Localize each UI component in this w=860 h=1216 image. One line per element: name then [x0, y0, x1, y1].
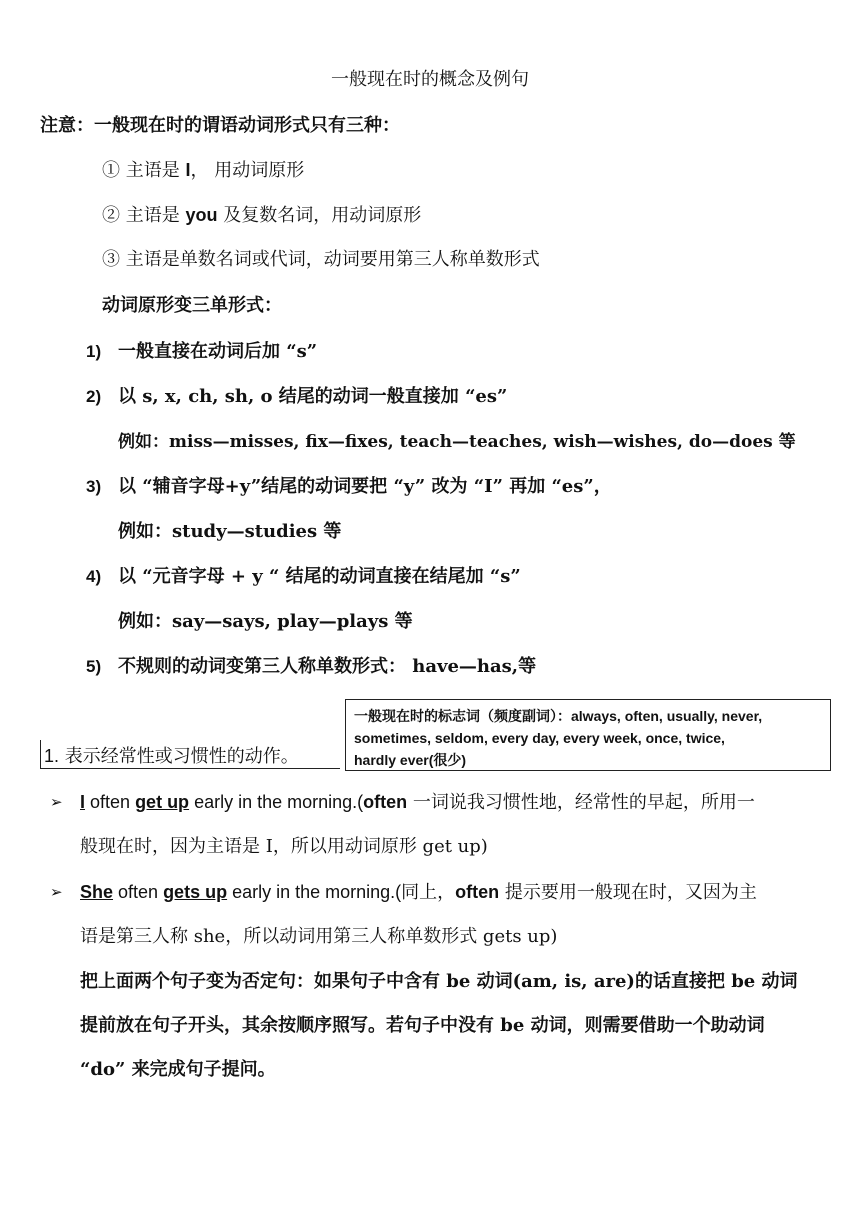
rule-post: ， 用动词原形 — [190, 160, 305, 181]
step-example: 例如：miss—misses, fix—fixes, teach—teaches, wish—wishes, do—does 等 — [118, 432, 796, 452]
note-heading: 注意：一般现在时的谓语动词形式只有三种： — [40, 115, 400, 136]
step-number: 5) — [86, 657, 102, 676]
rule-marker: ② — [102, 205, 120, 226]
subheading: 动词原形变三单形式： — [102, 295, 282, 316]
rule-marker: ③ — [102, 249, 120, 270]
step-number: 1) — [86, 342, 102, 361]
step-number: 3) — [86, 477, 102, 496]
example-sentence — [80, 790, 755, 815]
bullet-arrow-icon: ➢ — [50, 793, 63, 811]
rule-key: you — [185, 205, 218, 225]
rule-pre: 主语是 — [125, 160, 186, 181]
rule-pre: 主语是 — [125, 205, 186, 226]
rule-1 — [102, 158, 304, 183]
rule-marker: ① — [102, 160, 120, 181]
rule-post: 及复数名词，用动词原形 — [217, 205, 422, 226]
step-number: 4) — [86, 567, 102, 586]
example-explanation-cont: 语是第三人称 she，所以动词用第三人称单数形式 gets up) — [80, 926, 558, 947]
example-explanation-cont: 般现在时，因为主语是 I，所以用动词原形 get up) — [80, 836, 488, 857]
example-explanation: 提示要用一般现在时，又因为主 — [499, 882, 757, 903]
example-subject: She — [80, 882, 114, 902]
step-number: 2) — [86, 387, 102, 406]
section-number: 1. — [44, 746, 60, 766]
example-word: often — [85, 792, 136, 812]
step-text: 以 “辅音字母+y”结尾的动词要把 “y” 改为 “I” 再加 “es”， — [118, 476, 612, 497]
example-verb: get up — [135, 792, 190, 812]
example-sentence — [80, 880, 757, 905]
example-verb: gets up — [163, 882, 228, 902]
example-often: often — [455, 882, 500, 902]
rule-key: I — [185, 160, 191, 180]
signal-words-line: 一般现在时的标志词（频度副词）：always, often, usually, never, — [354, 708, 763, 724]
section-text: 表示经常性或习惯性的动作。 — [64, 746, 299, 767]
example-word: often — [113, 882, 164, 902]
example-rest: early in the morning.(同上， — [227, 882, 456, 902]
step-example: 例如：say—says, play—plays 等 — [118, 611, 413, 632]
example-rest: early in the morning.( — [189, 792, 364, 812]
step-text: 以 s, x, ch, sh, o 结尾的动词一般直接加 “es” — [118, 386, 508, 407]
example-often: often — [363, 792, 408, 812]
bullet-arrow-icon: ➢ — [50, 883, 63, 901]
signal-words-line: hardly ever(很少) — [354, 752, 467, 768]
signal-words-box — [345, 699, 831, 771]
section-heading — [44, 744, 299, 769]
step-text: 一般直接在动词后加 “s” — [118, 341, 318, 362]
step-text: 不规则的动词变第三人称单数形式： have—has,等 — [118, 656, 537, 677]
negative-instruction: 把上面两个句子变为否定句：如果句子中含有 be 动词(am, is, are)的话直接把 be 动词提前放在句子开头，其余按顺序照写。若句子中没有 be 动词，则需要借助一个助动词 “do” 来完成句子提问。 — [80, 971, 798, 1080]
rule-pre: 主语是单数名词或代词，动词要用第三人称单数形式 — [125, 249, 540, 270]
example-subject: I — [80, 792, 86, 812]
step-text: 以 “元音字母 + y “ 结尾的动词直接在结尾加 “s” — [118, 566, 521, 587]
rule-3 — [102, 248, 540, 272]
page-title: 一般现在时的概念及例句 — [331, 69, 529, 90]
rule-2 — [102, 203, 421, 228]
example-explanation: 一词说我习惯性地，经常性的早起，所用一 — [407, 792, 755, 813]
signal-words-line: sometimes, seldom, every day, every week, once, twice, — [354, 730, 725, 746]
section-box-edge — [40, 740, 41, 768]
step-example: 例如：study—studies 等 — [118, 521, 342, 542]
